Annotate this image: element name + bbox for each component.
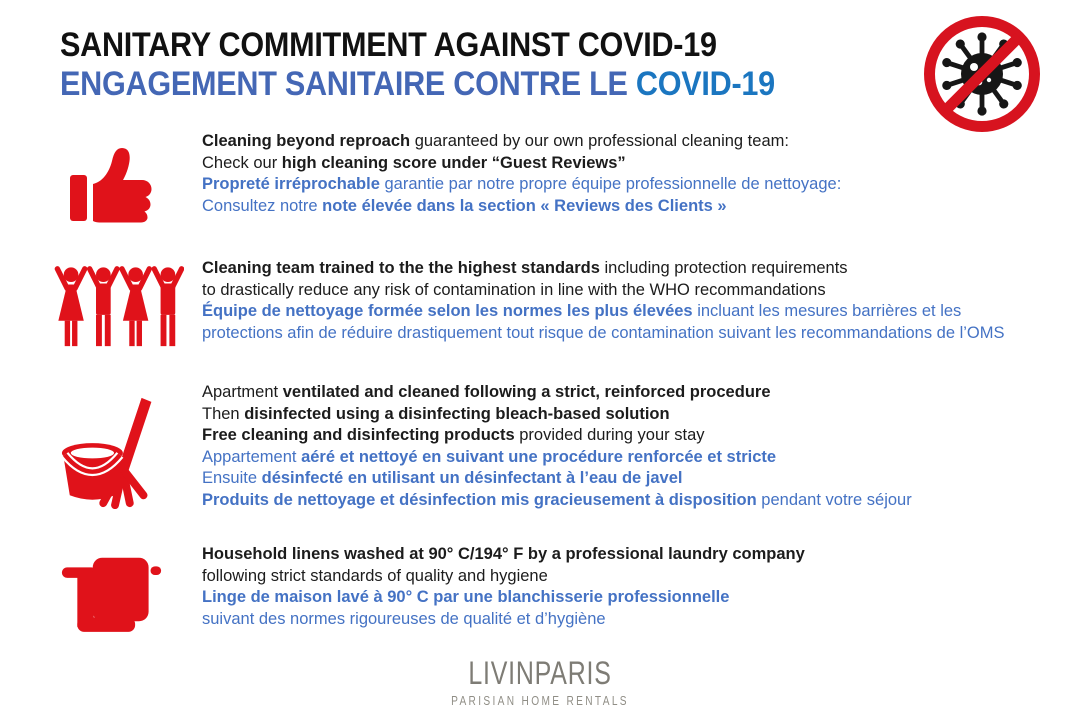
- text-line: Produits de nettoyage et désinfection mis gracieusement à disposition pendant votre séjour: [202, 490, 912, 509]
- text-line: Then disinfected using a disinfecting bleach-based solution: [202, 404, 670, 423]
- text-line: Check our high cleaning score under “Guest Reviews”: [202, 153, 626, 172]
- text-line: Cleaning beyond reproach guaranteed by our own professional cleaning team:: [202, 132, 789, 150]
- text-line: Consultez notre note élevée dans la section « Reviews des Clients »: [202, 196, 727, 215]
- thumbs-up-icon: [62, 137, 162, 238]
- text-line: Appartement aéré et nettoyé en suivant une procédure renforcée et stricte: [202, 447, 777, 466]
- text-line: Cleaning team trained to the the highest standards including protection requirements: [202, 259, 848, 277]
- section-text: [202, 382, 912, 512]
- text-line: suivant des normes rigoureuses de qualité et d’hygiène: [202, 609, 606, 628]
- cleaning-team-icon: [54, 262, 184, 357]
- text-line: Équipe de nettoyage formée selon les normes les plus élevées incluant les mesures barrières et les: [202, 302, 962, 321]
- header: [60, 26, 775, 104]
- text-line: protections afin de réduire drastiquement tout risque de contamination suivant les recommandations de l’OMS: [202, 323, 1005, 342]
- text-line: Ensuite désinfecté en utilisant un désinfectant à l’eau de javel: [202, 469, 683, 488]
- page-title: SANITARY COMMITMENT AGAINST COVID-19: [60, 26, 717, 64]
- brand-logo: LIVINPARIS: [468, 655, 612, 691]
- text-line: Household linens washed at 90° C/194° F by a professional laundry company: [202, 545, 805, 563]
- text-line: Propreté irréprochable garantie par notre propre équipe professionnelle de nettoyage:: [202, 175, 842, 194]
- text-line: Linge de maison lavé à 90° C par une blanchisserie professionnelle: [202, 588, 730, 607]
- no-virus-icon: [920, 12, 1044, 136]
- page-subtitle-main: ENGAGEMENT SANITAIRE CONTRE LE: [60, 65, 636, 103]
- towels-icon: [56, 550, 168, 659]
- text-line: Apartment ventilated and cleaned following a strict, reinforced procedure: [202, 383, 771, 401]
- bucket-and-broom-icon: [46, 394, 186, 517]
- text-line: following strict standards of quality and hygiene: [202, 566, 548, 585]
- text-line: Free cleaning and disinfecting products provided during your stay: [202, 426, 705, 445]
- text-line: to drastically reduce any risk of contamination in line with the WHO recommandations: [202, 280, 826, 299]
- section-text: [202, 131, 841, 217]
- brand-tagline: PARISIAN HOME RENTALS: [451, 693, 629, 708]
- page-subtitle-covid: COVID-19: [635, 65, 775, 103]
- section-text: [202, 258, 1005, 344]
- page-subtitle: [60, 65, 775, 104]
- section-text: [202, 544, 805, 630]
- footer: [119, 656, 961, 708]
